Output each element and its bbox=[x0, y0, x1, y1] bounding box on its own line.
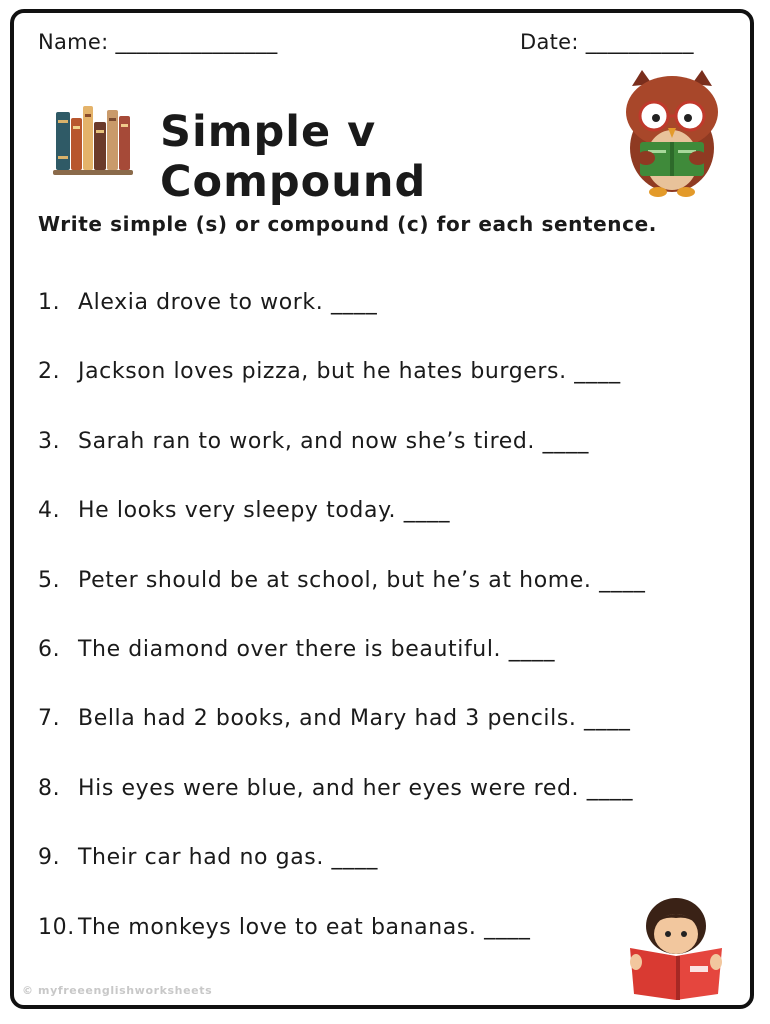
header-row bbox=[38, 30, 720, 62]
item-sentence[interactable]: The diamond over there is beautiful. ____ bbox=[78, 636, 556, 662]
list-item bbox=[38, 290, 646, 359]
item-number: 7. bbox=[38, 706, 61, 732]
list-item bbox=[38, 637, 646, 706]
item-sentence[interactable]: Peter should be at school, but he’s at home. ____ bbox=[78, 567, 646, 593]
item-sentence[interactable]: Alexia drove to work. ____ bbox=[78, 290, 378, 315]
item-sentence[interactable]: His eyes were blue, and her eyes were red. ____ bbox=[78, 775, 634, 801]
list-item bbox=[38, 706, 646, 775]
page-title: Simple v Compound bbox=[160, 107, 427, 207]
books-icon bbox=[52, 98, 134, 176]
item-sentence[interactable]: Their car had no gas. ____ bbox=[78, 845, 378, 871]
item-number: 9. bbox=[38, 845, 61, 871]
item-sentence[interactable]: Sarah ran to work, and now she’s tired. ____ bbox=[78, 428, 590, 454]
footer-credit: © myfreeenglishworksheets bbox=[22, 984, 213, 997]
item-number: 1. bbox=[38, 290, 61, 315]
owl-reading-icon bbox=[618, 68, 726, 198]
list-item bbox=[38, 845, 646, 914]
item-number: 5. bbox=[38, 567, 61, 593]
item-number: 3. bbox=[38, 428, 61, 454]
item-sentence[interactable]: Bella had 2 books, and Mary had 3 pencils. ____ bbox=[78, 706, 631, 732]
list-item bbox=[38, 359, 646, 428]
item-number: 6. bbox=[38, 636, 61, 662]
list-item bbox=[38, 915, 646, 984]
item-sentence[interactable]: The monkeys love to eat bananas. ____ bbox=[78, 914, 531, 940]
item-number: 4. bbox=[38, 498, 61, 524]
name-field[interactable]: Name: _______________ bbox=[38, 30, 278, 54]
item-sentence[interactable]: Jackson loves pizza, but he hates burgers. ____ bbox=[78, 359, 621, 385]
sentence-list bbox=[38, 290, 646, 984]
item-number: 10. bbox=[38, 914, 75, 940]
list-item bbox=[38, 498, 646, 567]
instructions-text: Write simple (s) or compound (c) for each sentence. bbox=[38, 212, 657, 236]
list-item bbox=[38, 776, 646, 845]
child-reading-icon bbox=[624, 896, 728, 1000]
date-field[interactable]: Date: __________ bbox=[520, 30, 694, 54]
list-item bbox=[38, 429, 646, 498]
item-sentence[interactable]: He looks very sleepy today. ____ bbox=[78, 498, 451, 524]
item-number: 8. bbox=[38, 775, 61, 801]
list-item bbox=[38, 568, 646, 637]
item-number: 2. bbox=[38, 359, 61, 385]
